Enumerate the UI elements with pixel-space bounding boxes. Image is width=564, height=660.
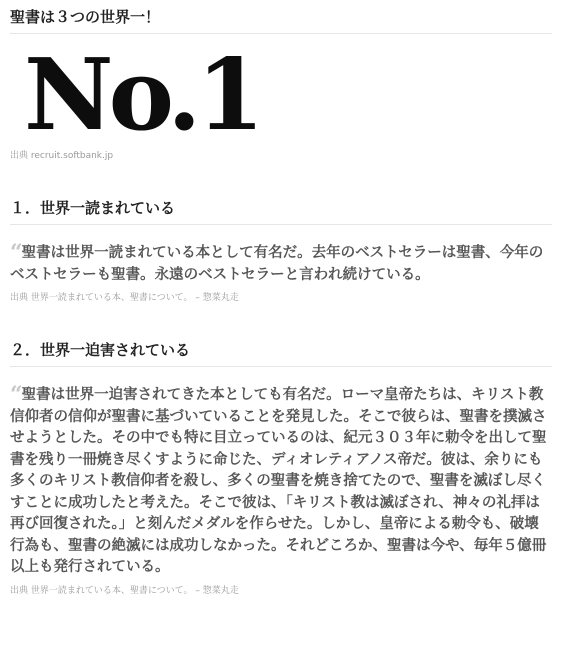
quote-mark-icon: “ — [10, 240, 21, 266]
quote-source-link[interactable]: 出典 世界一読まれている本、聖書について。 – 惣菜丸走 — [10, 585, 239, 596]
quote-source-link[interactable]: 出典 世界一読まれている本、聖書について。 – 惣菜丸走 — [10, 293, 239, 303]
hero-source-link[interactable]: 出典 recruit.softbank.jp — [10, 151, 114, 161]
hero-image-block — [10, 38, 552, 154]
page-title: 聖書は３つの世界一！ — [10, 0, 552, 34]
quote-mark-icon: “ — [10, 382, 21, 408]
section-heading-most-persecuted: ２．世界一迫害されている — [10, 340, 552, 367]
section-heading-most-read: １．世界一読まれている — [10, 198, 552, 225]
quote-text: 聖書は世界一迫害されてきた本としても有名だ。ローマ皇帝たちは、キリスト教信仰者の信仰が聖書に基づいていることを発見した。そこで彼らは、聖書を撲滅させようとした。その中でも特に目立っているのは、紀元３０３年に勅令を出して聖書を残り一冊焼き尽くすように命じた、ディオレティアノス帝だ。彼は、余りにも多くのキリスト教信仰者を殺し、多くの聖書を焼き捨てたので、聖書を滅ぼし尽くすことに成功したと考えた。そこで彼は、「キリスト教は滅ぼされ、神々の礼拝は再び回復された。」と刻んだメダルを作らせた。しかし、皇帝による勅令も、破壊行為も、聖書の絶滅には成功しなかった。それどころか、聖書は今や、毎年５億冊以上も発行されている。 — [10, 387, 547, 575]
quote-text: 聖書は世界一読まれている本として有名だ。去年のベストセラーは聖書、今年のベストセラーも聖書。永遠のベストセラーと言われ続けている。 — [10, 245, 544, 283]
quote-most-read — [10, 240, 552, 286]
no1-image: No.1 — [24, 38, 260, 153]
quote-most-persecuted — [10, 382, 552, 579]
